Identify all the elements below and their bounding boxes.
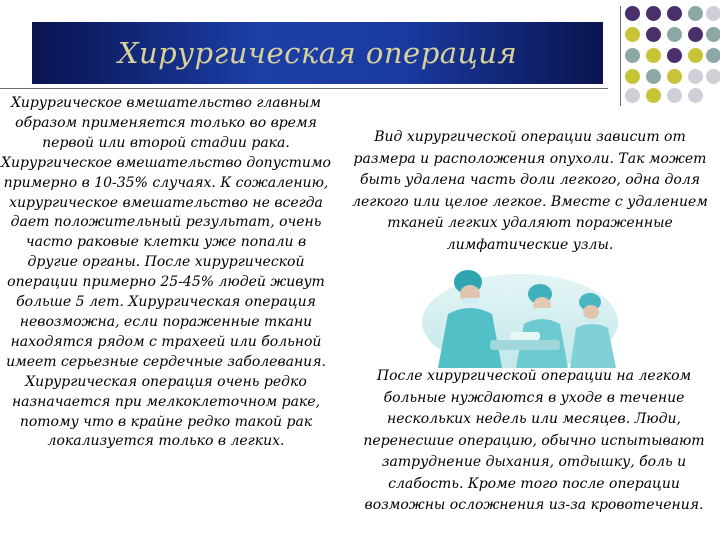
dot: [625, 48, 640, 63]
dot: [646, 48, 661, 63]
dot: [688, 6, 703, 21]
dot: [667, 88, 682, 103]
dot: [706, 48, 720, 63]
right-bottom-paragraph: После хирургической операции на легком больные нуждаются в уходе в течение нескольких недель или месяцев. Люди, перенесшие операцию, обычно испытывают затруднение дыхания, отдышку, боль и слабость. Кроме того после операции возможны осложнения из-за кровотечения.: [363, 368, 705, 513]
dot: [646, 69, 661, 84]
dot: [646, 6, 661, 21]
dot: [688, 69, 703, 84]
slide-title: Хирургическая операция: [117, 36, 518, 70]
dot: [688, 48, 703, 63]
right-top-paragraph: Вид хирургической операции зависит от размера и расположения опухоли. Так может быть удалена часть доли легкого, одна доля легкого или целое легкое. Вместе с удалением тканей легких удаляют пораженные лимфатические узлы.: [352, 129, 708, 253]
dot: [625, 6, 640, 21]
dot: [625, 88, 640, 103]
dot: [625, 27, 640, 42]
dot: [688, 27, 703, 42]
left-paragraph: Хирургическое вмешательство главным образом применяется только во время первой или второй стадии рака. Хирургическое вмешательство допустимо примерно в 10-35% случаях. К сожалению, хирургическое вмешательство не всегда дает положительный результат, очень часто раковые клетки уже попали в другие органы. После хирургической операции примерно 25-45% людей живут больше 5 лет. Хирургическая операция невозможна, если пораженные ткани находятся рядом с трахеей или больной имеет серьезные сердечные заболевания. Хирургическая операция очень редко назначается при мелкоклеточном раке, потому что в крайне редко такой рак локализуется только в легких.: [1, 95, 331, 450]
dot: [646, 27, 661, 42]
dot: [688, 88, 703, 103]
dot: [706, 27, 720, 42]
vertical-divider: [620, 6, 621, 106]
dot: [646, 88, 661, 103]
dot: [667, 69, 682, 84]
decorative-dot-grid: [622, 4, 720, 104]
dot: [667, 48, 682, 63]
dot: [706, 6, 720, 21]
dot: [706, 69, 720, 84]
horizontal-divider: [0, 88, 608, 89]
dot: [667, 27, 682, 42]
dot: [625, 69, 640, 84]
surgeons-photo-icon: [420, 262, 620, 368]
dot: [667, 6, 682, 21]
title-bar: [32, 22, 603, 84]
